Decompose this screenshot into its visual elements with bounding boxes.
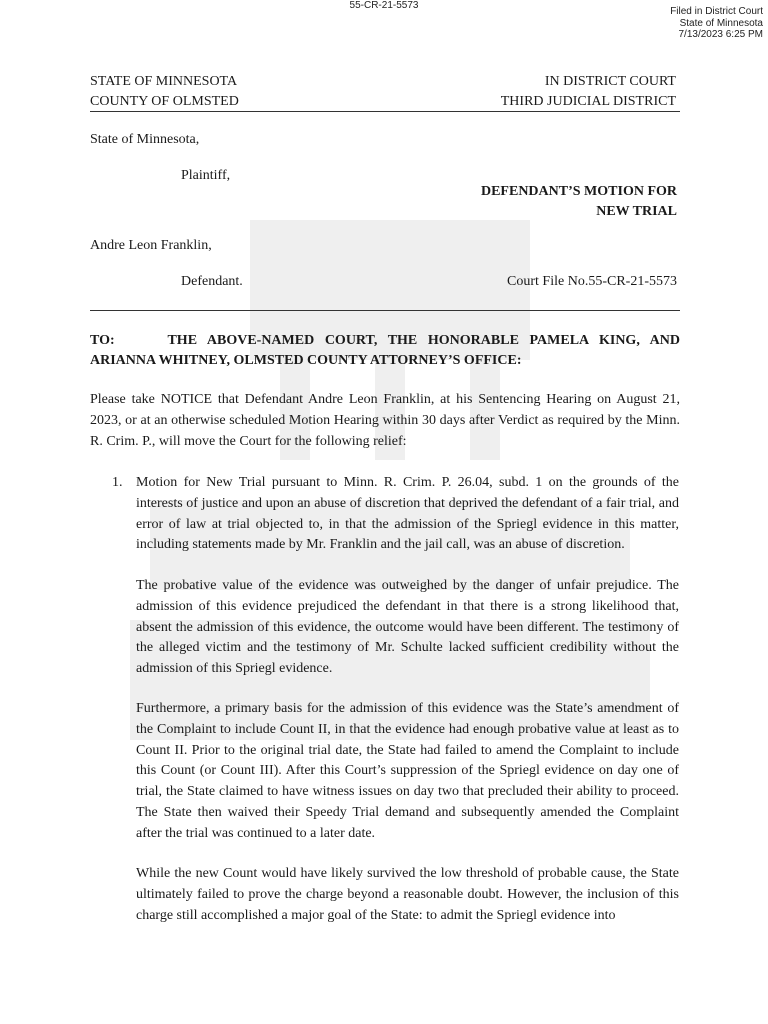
stamp-line: 7/13/2023 6:25 PM: [678, 29, 763, 40]
document-title-line: NEW TRIAL: [596, 204, 677, 219]
paragraph-probative-value: The probative value of the evidence was outweighed by the danger of unfair prejudice. The admission of this evidence prejudiced the defendant in that there is a strong likelihood that, absent the admission of this evidence, the outcome would have been different. The testimony of the alleged victim and the testimony of Mr. Schulte lacked sufficient credibility without the admission of this Spriegl evidence.: [136, 578, 679, 677]
item-number: 1.: [112, 475, 123, 490]
caption-bottom-rule: [90, 310, 680, 311]
addressee-block: [90, 331, 680, 371]
paragraph-amendment: Furthermore, a primary basis for the admission of this evidence was the State’s amendment of the Complaint to include Count II, in that the evidence had enough probative value at least as to Count II. Prior to the original trial date, the State had failed to amend the Complaint to include this Count (or Count III). After this Court’s suppression of the Spriegl evidence on day one of trial, the State claimed to have witness issues on day two that precluded their ability to proceed. The State then waived their Speedy Trial demand and subsequently amended the Complaint after the trial was continued to a later date.: [136, 701, 679, 841]
addressee-line-2: ARIANNA WHITNEY, OLMSTED COUNTY ATTORNEY’S OFFICE:: [90, 353, 522, 368]
plaintiff-role: Plaintiff,: [181, 168, 231, 183]
caption-top-rule: [90, 111, 680, 112]
notice-paragraph: Please take NOTICE that Defendant Andre Leon Franklin, at his Sentencing Hearing on August 21, 2023, or at an otherwise scheduled Motion Hearing within 30 days after Verdict as required by the Minn. R. Crim. P., will move the Court for the following relief:: [90, 392, 680, 449]
filing-stamp: [670, 6, 763, 41]
caption-right: [501, 72, 676, 112]
stamp-line: State of Minnesota: [679, 17, 763, 29]
item-1-text: Motion for New Trial pursuant to Minn. R. Crim. P. 26.04, subd. 1 on the grounds of the interests of justice and upon an abuse of discretion that deprived the defendant of a fair trial, and error of law at trial objected to, in that the admission of the Spriegl evidence in this matter, including statements made by Mr. Franklin and the jail call, was an abuse of discretion.: [136, 475, 679, 553]
document-title: [481, 182, 677, 222]
caption-county: COUNTY OF OLMSTED: [90, 94, 239, 109]
header-case-number: 55-CR-21-5573: [349, 0, 419, 11]
defendant-role: Defendant.: [181, 274, 243, 289]
addressee-line-1: TO: THE ABOVE-NAMED COURT, THE HONORABLE PAMELA KING, AND: [90, 333, 680, 348]
caption-district: THIRD JUDICIAL DISTRICT: [500, 94, 676, 109]
plaintiff-name: State of Minnesota,: [90, 132, 200, 147]
stamp-line: Filed in District Court: [670, 6, 763, 17]
document-title-line: DEFENDANT’S MOTION FOR: [480, 184, 677, 199]
defendant-name: Andre Leon Franklin,: [90, 238, 212, 253]
caption-left: [90, 72, 239, 112]
caption-court: IN DISTRICT COURT: [544, 74, 676, 89]
paragraph-new-count: While the new Count would have likely survived the low threshold of probable cause, the State ultimately failed to prove the charge beyond a reasonable doubt. However, the inclusion of this charge still accomplished a major goal of the State: to admit the Spriegl evidence into: [136, 866, 679, 923]
caption-state: STATE OF MINNESOTA: [90, 74, 238, 89]
court-file-number: Court File No.55-CR-21-5573: [507, 274, 677, 289]
